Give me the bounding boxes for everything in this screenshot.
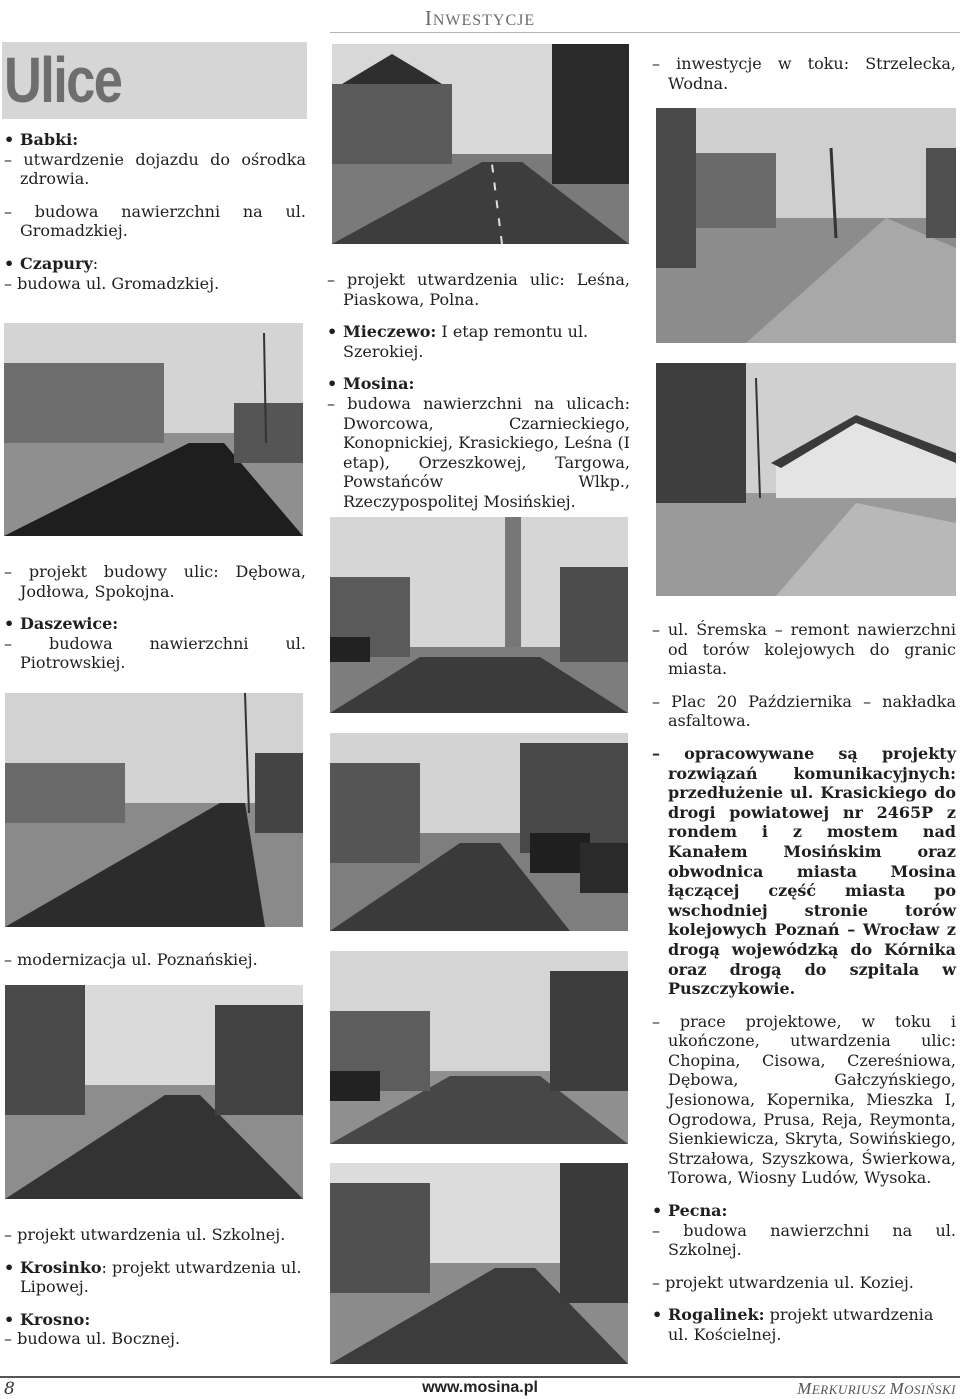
babki-item-2: – budowa nawierzchni na ul. Gromadzkiej. xyxy=(4,201,306,241)
col3-mid-text xyxy=(652,620,956,1345)
pecna-item-1: – budowa nawierzchni na ul. Szkolnej. xyxy=(652,1220,956,1260)
street-photo-8 xyxy=(330,951,628,1144)
col3-mid-item-3: – opracowywane są projekty rozwiązań komunikacyjnych: przedłużenie ul. Krasickiego do drogi powiatowej nr 2465P z rondem i z mostem nad Kanałem Mosińskim oraz obwodnica miasta Mosina łączącej część miasta po wschodniej stronie torów kolejowych Poznań – Wrocław z drogą wojewódzką do Kórnika oraz drogą do szpitala w Puszczykowie. xyxy=(652,743,956,999)
col1-bottom-text xyxy=(4,1225,306,1349)
street-photo-10 xyxy=(330,1163,628,1364)
col2-item-1: – projekt utwardzenia ulic: Leśna, Piaskowa, Polna. xyxy=(327,270,630,309)
mieczewo-heading: • Mieczewo: I etap remontu ul. Szerokiej. xyxy=(327,322,630,361)
street-photo-3 xyxy=(4,323,303,536)
col3-top-text xyxy=(652,54,956,93)
col1-bottom-item-1: – projekt utwardzenia ul. Szkolnej. xyxy=(4,1225,286,1244)
section-header-rest: NWESTYCJE xyxy=(432,12,536,29)
rogalinek-heading: • Rogalinek: projekt utwardzenia ul. Kościelnej. xyxy=(652,1305,956,1344)
col2-top-text xyxy=(327,270,630,512)
col3-mid-item-1: – ul. Śremska – remont nawierzchni od torów kolejowych do granic miasta. xyxy=(652,620,956,679)
babki-item-1: – utwardzenie dojazdu do ośrodka zdrowia. xyxy=(4,149,306,189)
pecna-item-2: – projekt utwardzenia ul. Koziej. xyxy=(652,1272,914,1292)
street-photo-2 xyxy=(656,108,956,343)
modernizacja-item: – modernizacja ul. Poznańskiej. xyxy=(4,950,258,969)
street-photo-9 xyxy=(5,985,303,1199)
mosina-heading: • Mosina: xyxy=(327,374,630,394)
website-link[interactable]: www.mosina.pl xyxy=(422,1379,538,1396)
page-number: 8 xyxy=(4,1379,15,1399)
section-title-box xyxy=(2,42,307,119)
street-photo-1 xyxy=(332,44,629,244)
header-divider xyxy=(330,32,960,33)
footer-divider xyxy=(0,1376,960,1378)
daszewice-item-1: – budowa nawierzchni ul. Piotrowskiej. xyxy=(4,633,306,673)
col3-mid-item-4: – prace projektowe, w toku i ukończone, utwardzenia ulic: Chopina, Cisowa, Czereśniowa, Dębowa, Gałczyńskiego, Jesionowa, Kopernika, Mieszka I, Ogrodowa, Prusa, Reja, Reymonta, Sienkiewicza, Skryta, Sowińskiego, Strzałowa, Szyszkowa, Świerkowa, Torowa, Wiosny Ludów, Wysoka. xyxy=(652,1011,956,1188)
col1-caption xyxy=(4,950,306,970)
czapury-item-1: – budowa ul. Gromadzkiej. xyxy=(4,273,220,293)
krosinko-heading: • Krosinko: projekt utwardzenia ul. Lipowej. xyxy=(4,1258,306,1297)
pecna-heading: • Pecna: xyxy=(652,1201,956,1221)
section-header xyxy=(0,6,960,31)
street-photo-7 xyxy=(330,733,628,931)
street-photo-4 xyxy=(656,363,956,596)
street-photo-6 xyxy=(5,693,303,927)
col3-mid-item-2: – Plac 20 Października – nakładka asfaltowa. xyxy=(652,691,956,731)
street-photo-5 xyxy=(330,517,628,713)
section-header-initial: I xyxy=(424,6,433,30)
journal-name: MERKURIUSZ MOSIŃSKI xyxy=(797,1379,956,1398)
col1-mid-text xyxy=(4,562,306,673)
babki-heading: • Babki: xyxy=(4,130,306,150)
mosina-item-1: – budowa nawierzchni na ulicach: Dworcowa, Czarnieckiego, Konopnickiej, Krasickiego, Leśna (I etap), Orzeszkowej, Targowa, Powstańców Wlkp., Rzeczypospolitej Mosińskiej. xyxy=(327,393,630,511)
daszewice-heading: • Daszewice: xyxy=(4,614,306,634)
col1-top-text xyxy=(4,130,306,293)
krosno-heading: • Krosno: xyxy=(4,1310,306,1330)
krosno-item-1: – budowa ul. Bocznej. xyxy=(4,1329,181,1349)
czapury-heading: • Czapury: xyxy=(4,254,306,274)
col3-item-1: – inwestycje w toku: Strzelecka, Wodna. xyxy=(652,54,956,93)
section-title: Ulice xyxy=(4,44,122,116)
col1-mid-item-1: – projekt budowy ulic: Dębowa, Jodłowa, Spokojna. xyxy=(4,562,306,601)
